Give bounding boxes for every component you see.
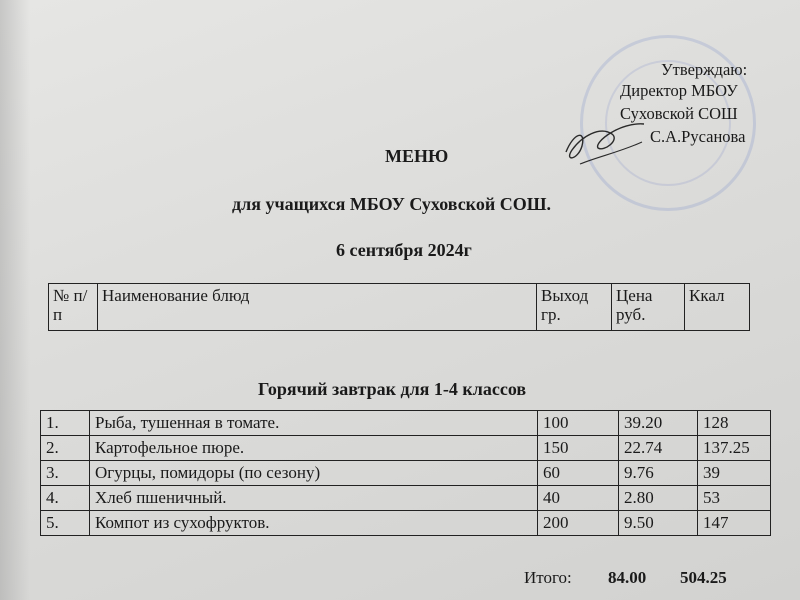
header-cell-kcal: Ккал [685, 284, 750, 331]
header-row [49, 284, 750, 331]
cell-price: 22.74 [619, 436, 698, 461]
cell-weight: 60 [538, 461, 619, 486]
cell-num: 1. [41, 411, 90, 436]
menu-table [40, 410, 771, 536]
cell-weight: 200 [538, 511, 619, 536]
cell-num: 2. [41, 436, 90, 461]
header-cell-name: Наименование блюд [98, 284, 537, 331]
cell-kcal: 53 [698, 486, 771, 511]
total-kcal: 504.25 [680, 568, 727, 587]
cell-price: 39.20 [619, 411, 698, 436]
header-table [48, 283, 750, 331]
approval-line-2: Директор МБОУ [620, 81, 738, 100]
header-cell-num: № п/п [49, 284, 98, 331]
cell-name: Огурцы, помидоры (по сезону) [90, 461, 538, 486]
header-cell-price: Цена руб. [612, 284, 685, 331]
page-edge-shadow [0, 0, 30, 600]
cell-price: 9.76 [619, 461, 698, 486]
cell-num: 3. [41, 461, 90, 486]
table-row [41, 436, 771, 461]
cell-name: Картофельное пюре. [90, 436, 538, 461]
table-row [41, 486, 771, 511]
document-date: 6 сентября 2024г [336, 240, 472, 260]
document-subtitle: для учащихся МБОУ Суховской СОШ. [232, 194, 551, 214]
document-title: МЕНЮ [385, 146, 449, 166]
cell-kcal: 39 [698, 461, 771, 486]
cell-name: Хлеб пшеничный. [90, 486, 538, 511]
cell-price: 2.80 [619, 486, 698, 511]
cell-name: Компот из сухофруктов. [90, 511, 538, 536]
approval-line-1: Утверждаю: [661, 60, 748, 79]
table-row [41, 461, 771, 486]
cell-kcal: 128 [698, 411, 771, 436]
approval-line-4: С.А.Русанова [650, 127, 746, 146]
cell-kcal: 147 [698, 511, 771, 536]
cell-num: 5. [41, 511, 90, 536]
cell-num: 4. [41, 486, 90, 511]
table-row [41, 511, 771, 536]
header-cell-weight: Выход гр. [537, 284, 612, 331]
cell-weight: 40 [538, 486, 619, 511]
cell-name: Рыба, тушенная в томате. [90, 411, 538, 436]
section-title: Горячий завтрак для 1-4 классов [258, 379, 527, 399]
approval-line-3: Суховской СОШ [620, 104, 738, 123]
total-label: Итого: [524, 568, 572, 587]
table-row [41, 411, 771, 436]
cell-weight: 150 [538, 436, 619, 461]
cell-weight: 100 [538, 411, 619, 436]
total-price: 84.00 [608, 568, 647, 587]
cell-price: 9.50 [619, 511, 698, 536]
cell-kcal: 137.25 [698, 436, 771, 461]
